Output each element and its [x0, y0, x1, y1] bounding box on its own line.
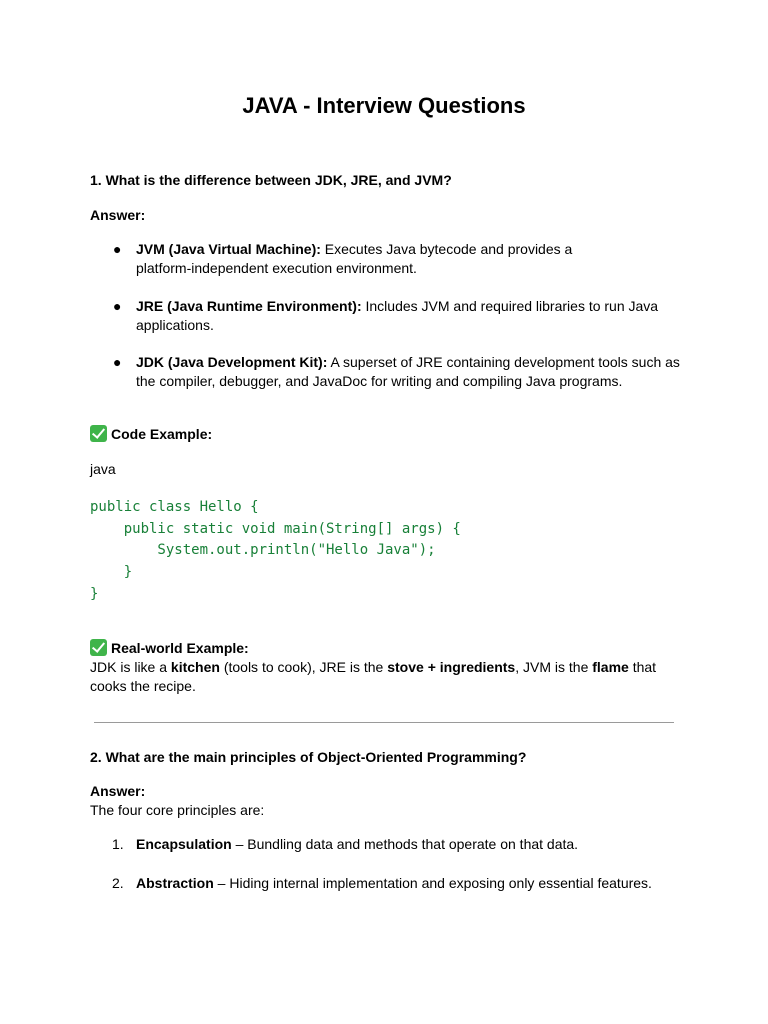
jvm-desc-line2: platform-independent execution environment. — [136, 260, 417, 276]
bullet-dot: ● — [113, 354, 122, 370]
document-title: JAVA - Interview Questions — [242, 93, 526, 118]
bullet-dot: ● — [113, 298, 122, 314]
bullet-item-jre — [136, 297, 681, 335]
jvm-desc-line1: Executes Java bytecode and provides a — [320, 241, 573, 257]
bullet-item-jvm — [136, 240, 681, 278]
check-mark-button-icon — [90, 425, 107, 442]
realworld-example-heading — [90, 639, 249, 658]
code-example-heading — [90, 425, 212, 444]
term-abstraction: Abstraction — [136, 875, 214, 891]
realworld-label: Real-world Example: — [111, 640, 249, 656]
realworld-text: JDK is like a — [90, 659, 171, 675]
realworld-bold-kitchen: kitchen — [170, 659, 220, 675]
section-divider — [94, 722, 674, 723]
check-mark-button-icon — [90, 639, 107, 656]
list-number: 1. — [112, 836, 124, 852]
encapsulation-desc: – Bundling data and methods that operate on that data. — [231, 836, 579, 852]
jre-desc-line2: applications. — [136, 317, 214, 333]
realworld-bold-stove: stove + ingredients — [387, 659, 516, 675]
answer-2-intro: The four core principles are: — [90, 802, 265, 818]
jdk-desc-line1: A superset of JRE containing development tools such as — [327, 354, 680, 370]
realworld-paragraph — [90, 658, 656, 696]
bullet-item-jdk — [136, 353, 681, 391]
realworld-text: (tools to cook), JRE is the — [219, 659, 388, 675]
term-jdk: JDK (Java Development Kit): — [136, 354, 328, 370]
term-encapsulation: Encapsulation — [136, 836, 232, 852]
realworld-bold-flame: flame — [592, 659, 629, 675]
realworld-text: , JVM is the — [515, 659, 593, 675]
jdk-desc-line2: the compiler, debugger, and JavaDoc for writing and compiling Java programs. — [136, 373, 623, 389]
code-block: public class Hello { public static void main(String[] args) { System.out.println("Hello Java"); } } — [90, 499, 461, 602]
answer-2-label: Answer: — [90, 783, 146, 799]
answer-1-label: Answer: — [90, 207, 146, 223]
term-jvm: JVM (Java Virtual Machine): — [136, 241, 321, 257]
list-item-encapsulation — [136, 835, 681, 854]
jre-desc-line1: Includes JVM and required libraries to run Java — [361, 298, 659, 314]
list-number: 2. — [112, 875, 124, 891]
abstraction-desc: – Hiding internal implementation and exposing only essential features. — [213, 875, 652, 891]
realworld-text: that — [628, 659, 657, 675]
question-2-heading: 2. What are the main principles of Object-Oriented Programming? — [90, 749, 527, 765]
question-1-heading: 1. What is the difference between JDK, JRE, and JVM? — [90, 172, 452, 188]
term-jre: JRE (Java Runtime Environment): — [136, 298, 362, 314]
realworld-text-line2: cooks the recipe. — [90, 678, 196, 694]
code-language-label: java — [90, 461, 116, 477]
list-item-abstraction — [136, 874, 681, 893]
code-example-label: Code Example: — [111, 426, 213, 442]
bullet-dot: ● — [113, 241, 122, 257]
